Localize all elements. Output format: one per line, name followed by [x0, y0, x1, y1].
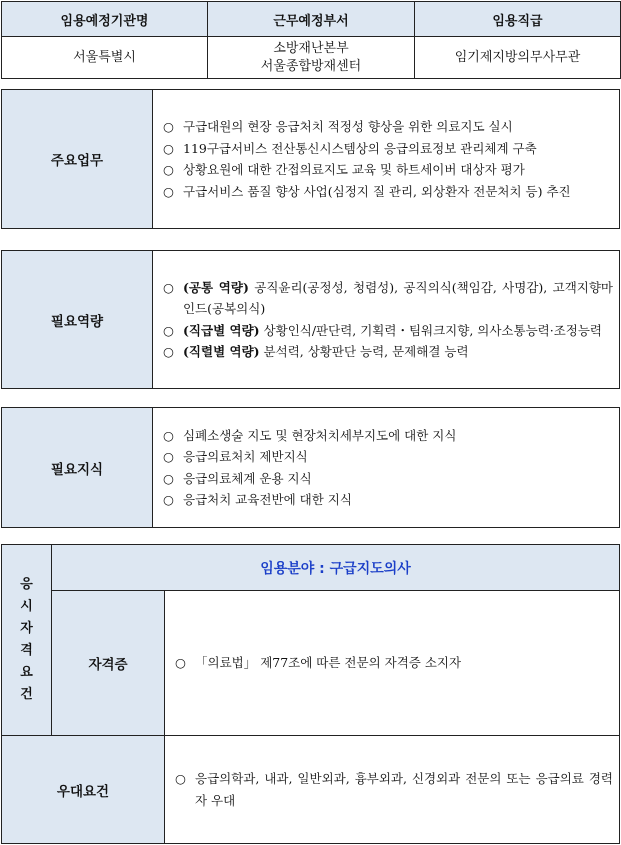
bullet-icon: ○ — [163, 427, 174, 443]
rank-value: 임기제지방의무사무관 — [415, 37, 621, 79]
competency-label: 필요역량 — [2, 251, 153, 389]
knowledge-table — [1, 407, 620, 528]
list-item: ○ 「의료법」 제77조에 따른 전문의 자격증 소지자 — [175, 652, 613, 674]
cert-label: 자격증 — [52, 591, 165, 736]
list-item: ○ 응급의료체계 운용 지식 — [163, 468, 613, 490]
duties-list — [153, 90, 620, 229]
list-item: ○ 상황요원에 대한 간접의료지도 교육 및 하트세이버 대상자 평가 — [163, 159, 613, 181]
duties-table — [1, 89, 620, 229]
bullet-icon: ○ — [163, 470, 174, 486]
dept-line-1: 소방재난본부 — [273, 40, 349, 56]
list-item: ○ 구급서비스 품질 향상 사업(심정지 질 관리, 외상환자 전문처치 등) 추진 — [163, 181, 613, 203]
bullet-icon: ○ — [175, 655, 186, 671]
bullet-icon: ○ — [163, 183, 174, 199]
competency-tag: (직렬별 역량) — [183, 344, 260, 359]
knowledge-label: 필요지식 — [2, 408, 153, 528]
competency-list — [153, 251, 620, 389]
header-rank-label: 임용직급 — [415, 2, 621, 37]
requirements-table — [1, 544, 620, 844]
dept-line-2: 서울종합방재센터 — [260, 58, 362, 74]
list-item: ○ (공통 역량) 공직윤리(공정성, 청렴성), 공직의식(책임감, 사명감), 고객지향마인드(공복의식) — [163, 277, 613, 320]
bullet-icon: ○ — [163, 344, 174, 359]
bullet-icon: ○ — [163, 119, 174, 134]
bullet-icon: ○ — [163, 162, 174, 177]
bullet-icon: ○ — [175, 771, 186, 786]
position-header-table — [1, 1, 621, 79]
pref-label: 우대요건 — [2, 736, 165, 844]
list-item: ○ (직렬별 역량) 분석력, 상황판단 능력, 문제해결 능력 — [163, 341, 613, 363]
list-item: ○ 심폐소생술 지도 및 현장처치세부지도에 대한 지식 — [163, 425, 613, 447]
competency-tag: (직급별 역량) — [183, 322, 260, 338]
competency-table — [1, 250, 620, 389]
bullet-icon: ○ — [163, 492, 174, 507]
bullet-icon: ○ — [163, 279, 174, 295]
duties-label: 주요업무 — [2, 90, 153, 229]
list-item: ○ 응급의학과, 내과, 일반외과, 흉부외과, 신경외과 전문의 또는 응급의료 경력자 우대 — [175, 768, 613, 811]
competency-tag: (공통 역량) — [183, 279, 249, 295]
header-dept-label: 근무예정부서 — [208, 2, 415, 37]
knowledge-list — [153, 408, 620, 528]
requirements-side-label: 응 시 자 격 요 건 — [2, 545, 52, 736]
cert-content — [165, 591, 620, 736]
bullet-icon: ○ — [163, 322, 174, 338]
org-value: 서울특별시 — [2, 37, 208, 79]
bullet-icon: ○ — [163, 140, 174, 156]
dept-value — [208, 37, 415, 79]
list-item: ○ (직급별 역량) 상황인식/판단력, 기획력・팀워크지향, 의사소통능력·조정능력 — [163, 320, 613, 342]
bullet-icon: ○ — [163, 449, 174, 464]
pref-content — [165, 736, 620, 844]
list-item: ○ 응급의료처치 제반지식 — [163, 446, 613, 468]
header-org-label: 임용예정기관명 — [2, 2, 208, 37]
list-item: ○ 응급처치 교육전반에 대한 지식 — [163, 489, 613, 511]
list-item: ○ 구급대원의 현장 응급처치 적정성 향상을 위한 의료지도 실시 — [163, 116, 613, 138]
list-item: ○ 119구급서비스 전산통신시스템상의 응급의료정보 관리체계 구축 — [163, 138, 613, 160]
recruit-field-title: 임용분야 : 구급지도의사 — [52, 545, 620, 591]
